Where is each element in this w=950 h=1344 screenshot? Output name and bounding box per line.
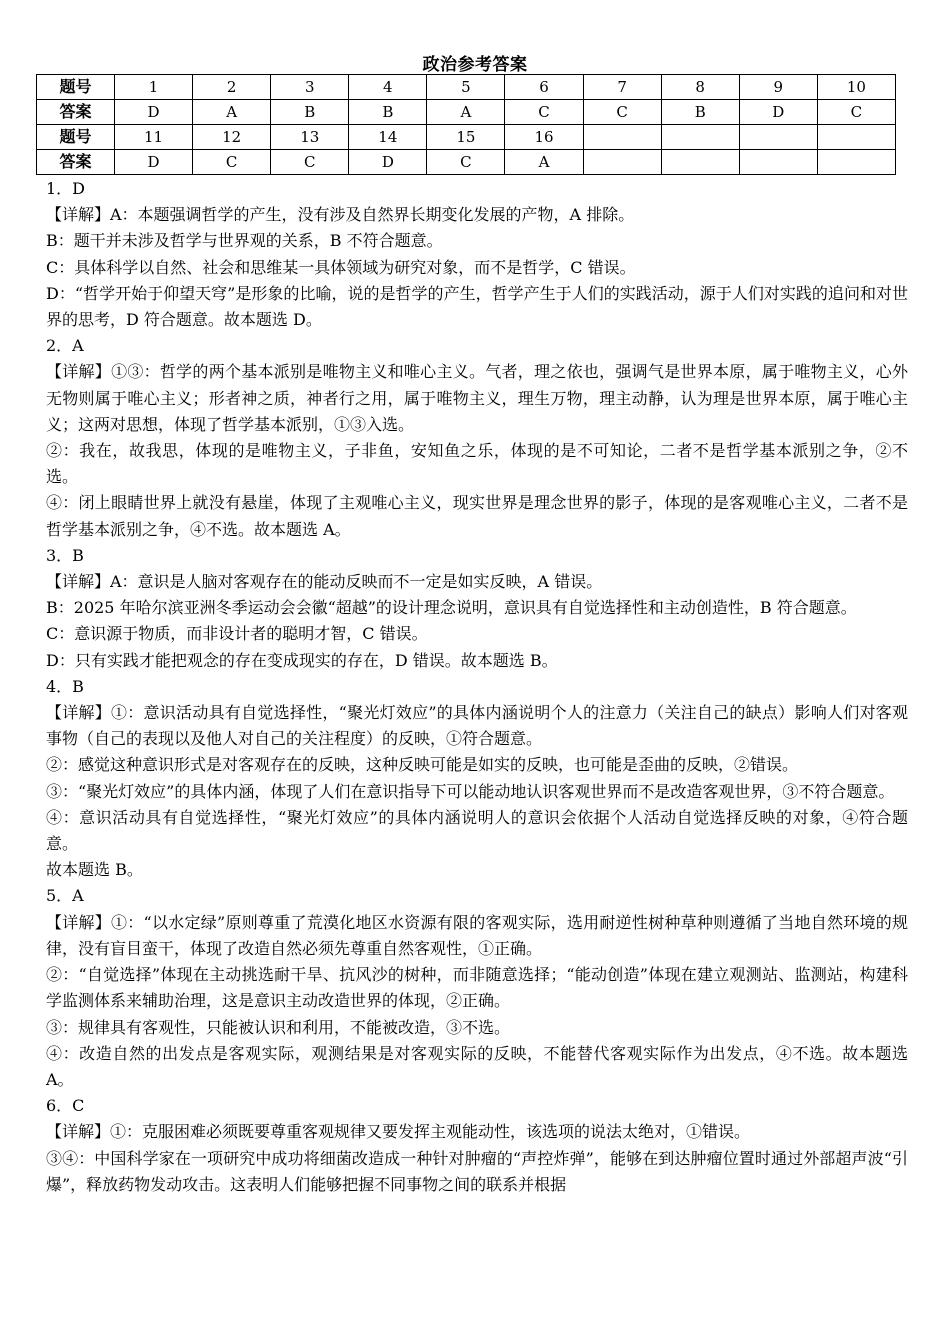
table-cell [739, 150, 817, 175]
table-cell [739, 125, 817, 150]
table-cell: 1 [115, 75, 193, 100]
table-cell: C [505, 100, 583, 125]
row-header: 题号 [37, 75, 115, 100]
table-cell: 8 [661, 75, 739, 100]
table-cell: 11 [115, 125, 193, 150]
table-cell [661, 150, 739, 175]
explanation-line: ④：闭上眼睛世界上就没有悬崖，体现了主观唯心主义，现实世界是理念世界的影子，体现的是客观唯心主义，二者不是哲学基本派别之争，④不选。故本题选 A。 [46, 493, 908, 539]
table-cell: B [271, 100, 349, 125]
question-number: 4．B [46, 676, 84, 696]
table-row [37, 75, 896, 100]
table-cell: 14 [349, 125, 427, 150]
table-cell: 5 [427, 75, 505, 100]
explanation-line: 【详解】A：本题强调哲学的产生，没有涉及自然界长期变化发展的产物，A 排除。 [46, 205, 635, 225]
table-cell: 16 [505, 125, 583, 150]
explanation-line: B：2025 年哈尔滨亚洲冬季运动会会徽“超越”的设计理念说明，意识具有自觉选择性和主动创造性，B 符合题意。 [46, 598, 857, 618]
table-cell: D [349, 150, 427, 175]
explanation-line: D：只有实践才能把观念的存在变成现实的存在，D 错误。故本题选 B。 [46, 650, 558, 670]
answer-explanations [46, 176, 908, 1198]
explanation-line: 【详解】A：意识是人脑对客观存在的能动反映而不一定是如实反映，A 错误。 [46, 572, 603, 592]
explanation-line: ③：“聚光灯效应”的具体内涵，体现了人们在意识指导下可以能动地认识客观世界而不是改造客观世界，③不符合题意。 [46, 781, 895, 801]
table-cell: C [193, 150, 271, 175]
table-cell: A [505, 150, 583, 175]
page-title: 政治参考答案 [422, 55, 528, 75]
table-cell [583, 150, 661, 175]
table-cell: B [661, 100, 739, 125]
table-cell [817, 150, 895, 175]
explanation-line: ④：意识活动具有自觉选择性，“聚光灯效应”的具体内涵说明人的意识会依据个人活动自觉选择反映的对象，④符合题意。 [46, 807, 908, 854]
explanation-line: 【详解】①：克服困难必须既要尊重客观规律又要发挥主观能动性，该选项的说法太绝对，①错误。 [46, 1122, 751, 1142]
table-cell: 15 [427, 125, 505, 150]
table-cell: D [115, 100, 193, 125]
table-cell: 6 [505, 75, 583, 100]
explanation-line: ②：我在，故我思，体现的是唯物主义，子非鱼，安知鱼之乐，体现的是不可知论，二者不是哲学基本派别之争，②不选。 [46, 441, 908, 487]
explanation-line: 【详解】①：“以水定绿”原则尊重了荒漠化地区水资源有限的客观实际，选用耐逆性树种草种则遵循了当地自然环境的规律，没有盲目蛮干，体现了改造自然必须先尊重自然客观性，①正确。 [46, 912, 908, 958]
explanation-line: 【详解】①：意识活动具有自觉选择性，“聚光灯效应”的具体内涵说明个人的注意力（关注自己的缺点）影响人们对客观事物（自己的表现以及他人对自己的关注程度）的反映，①符合题意。 [46, 703, 908, 749]
table-row [37, 100, 896, 125]
question-number: 2．A [46, 336, 84, 356]
explanation-line: D：“哲学开始于仰望天穹”是形象的比喻，说的是哲学的产生，哲学产生于人们的实践活动，源于人们对实践的追问和对世界的思考，D 符合题意。故本题选 D。 [46, 283, 908, 330]
table-cell: 4 [349, 75, 427, 100]
explanation-line: B：题干并未涉及哲学与世界观的关系，B 不符合题意。 [46, 231, 443, 251]
question-number: 6．C [46, 1096, 85, 1116]
explanation-line: C：具体科学以自然、社会和思维某一具体领域为研究对象，而不是哲学，C 错误。 [46, 257, 636, 277]
explanation-line: ②：“自觉选择”体现在主动挑选耐干旱、抗风沙的树种，而非随意选择；“能动创造”体现在建立观测站、监测站，构建科学监测体系来辅助治理，这是意识主动改造世界的体现，②正确。 [46, 965, 908, 1011]
table-cell: A [427, 100, 505, 125]
row-header: 题号 [37, 125, 115, 150]
answer-table [36, 74, 896, 175]
table-cell: 10 [817, 75, 895, 100]
row-header: 答案 [37, 100, 115, 125]
table-cell [583, 125, 661, 150]
table-row [37, 150, 896, 175]
explanation-line: ④：改造自然的出发点是客观实际，观测结果是对客观实际的反映，不能替代客观实际作为出发点，④不选。故本题选 A。 [46, 1043, 908, 1089]
question-number: 5．A [46, 886, 84, 906]
explanation-line: ②：感觉这种意识形式是对客观存在的反映，这种反映可能是如实的反映，也可能是歪曲的反映，②错误。 [46, 755, 799, 775]
explanation-line: C：意识源于物质，而非设计者的聪明才智，C 错误。 [46, 624, 428, 644]
table-cell: A [193, 100, 271, 125]
table-cell: C [817, 100, 895, 125]
table-cell: C [427, 150, 505, 175]
table-cell: C [583, 100, 661, 125]
explanation-line: 故本题选 B。 [46, 860, 143, 880]
table-cell: D [115, 150, 193, 175]
table-cell: D [739, 100, 817, 125]
explanation-line: ③：规律具有客观性，只能被认识和利用，不能被改造，③不选。 [46, 1017, 511, 1037]
table-cell: 9 [739, 75, 817, 100]
table-cell [817, 125, 895, 150]
table-cell: 7 [583, 75, 661, 100]
table-cell: B [349, 100, 427, 125]
table-cell: 2 [193, 75, 271, 100]
row-header: 答案 [37, 150, 115, 175]
table-cell [661, 125, 739, 150]
table-cell: 3 [271, 75, 349, 100]
table-cell: 12 [193, 125, 271, 150]
explanation-line: 【详解】①③：哲学的两个基本派别是唯物主义和唯心主义。气者，理之依也，强调气是世界本原，属于唯物主义，心外无物则属于唯心主义；形者神之质，神者行之用，属于唯物主义，理生万物，理主动静，认为理是世界本原，属于唯心主义；这两对思想，体现了哲学基本派别，①③入选。 [46, 362, 908, 434]
table-cell: 13 [271, 125, 349, 150]
table-cell: C [271, 150, 349, 175]
question-number: 1．D [46, 179, 86, 198]
question-number: 3．B [46, 545, 84, 565]
explanation-line: ③④：中国科学家在一项研究中成功将细菌改造成一种针对肿瘤的“声控炸弹”，能够在到达肿瘤位置时通过外部超声波“引爆”，释放药物发动攻击。这表明人们能够把握不同事物之间的联系并根据 [46, 1148, 908, 1194]
table-row [37, 125, 896, 150]
